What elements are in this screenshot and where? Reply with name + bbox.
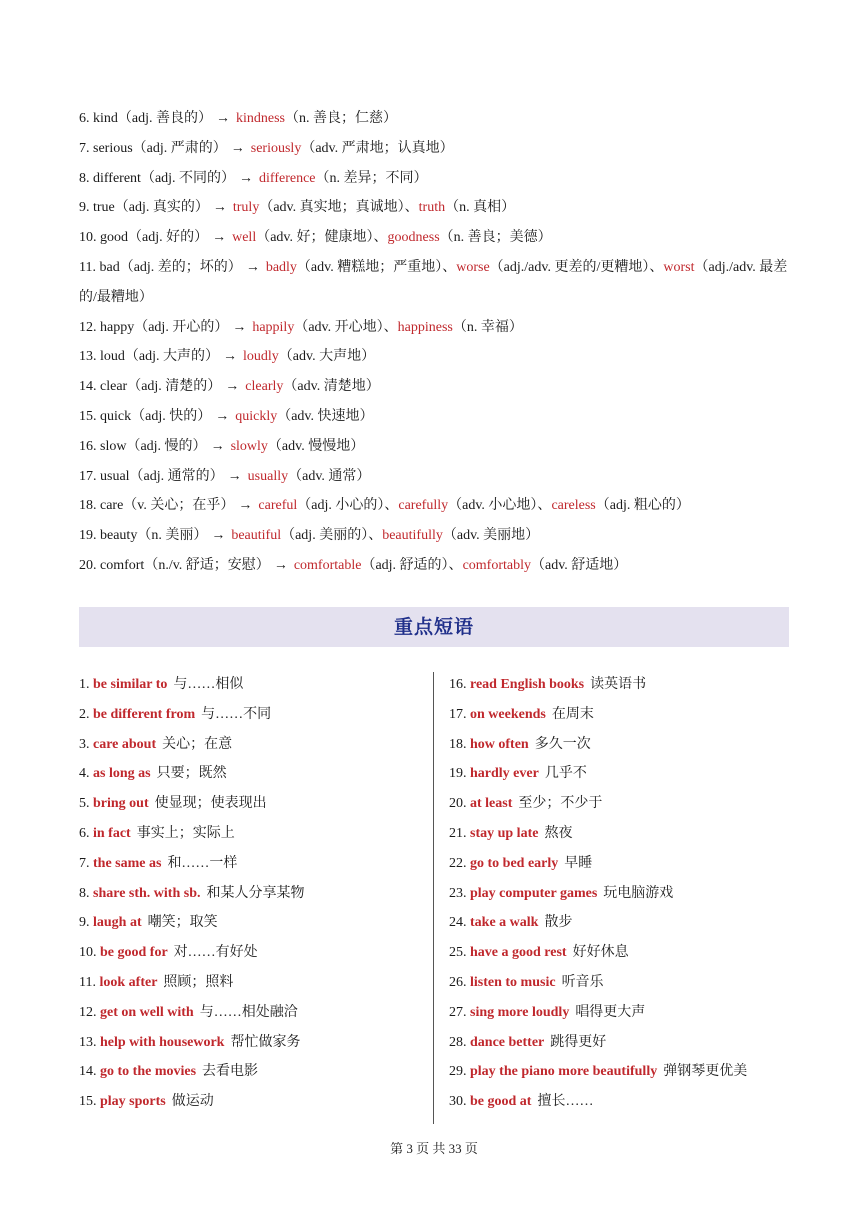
phrase-term: stay up late [470, 825, 539, 841]
phrase-number: 21. [449, 825, 467, 841]
base-word: care（v. 关心；在乎） [100, 498, 235, 514]
phrase-term: play the piano more beautifully [470, 1064, 658, 1080]
derived-meaning: （adv. 严肃地；认真地） [301, 140, 454, 156]
derived-meaning: （adv. 通常） [288, 468, 371, 484]
phrase-number: 9. [79, 915, 90, 931]
phrase-number: 28. [449, 1034, 467, 1050]
item-number: 11. [79, 259, 96, 275]
derived-meaning: （adv. 清楚地） [283, 379, 380, 395]
derived-word: careless [551, 498, 596, 514]
phrase-meaning: 使显现；使表现出 [154, 796, 267, 812]
phrase-row [79, 1028, 424, 1058]
phrase-number: 18. [449, 736, 467, 752]
derived-meaning: （adj./adv. 更差的/更糟地）、 [489, 259, 664, 275]
word-row [79, 402, 799, 432]
item-number: 7. [79, 140, 90, 156]
derived-word: goodness [387, 230, 440, 246]
phrase-meaning: 早睡 [564, 855, 593, 871]
arrow-icon: → [216, 111, 230, 126]
phrase-meaning: 多久一次 [534, 736, 591, 752]
phrase-meaning: 与……相处融洽 [199, 1004, 298, 1020]
word-row [79, 521, 799, 551]
word-row [79, 193, 799, 223]
derived-word: worst [663, 259, 695, 275]
phrase-row [449, 700, 794, 730]
phrase-number: 5. [79, 796, 90, 812]
column-divider [433, 672, 434, 1124]
phrase-number: 7. [79, 855, 90, 871]
arrow-icon: → [238, 498, 253, 514]
phrase-number: 8. [79, 885, 90, 901]
phrase-number: 10. [79, 945, 97, 961]
word-row [79, 313, 799, 343]
word-row [79, 432, 799, 462]
derived-word: clearly [245, 379, 284, 395]
phrase-term: play sports [100, 1094, 166, 1110]
phrase-meaning: 照顾；照料 [163, 974, 234, 990]
base-word: beauty（n. 美丽） [100, 528, 208, 544]
derived-word: comfortable [293, 557, 362, 573]
derived-word: kindness [236, 111, 285, 126]
phrase-term: on weekends [470, 706, 546, 722]
phrase-meaning: 散步 [544, 915, 573, 931]
derived-word: well [232, 230, 257, 246]
word-row [79, 372, 799, 402]
item-number: 12. [79, 319, 97, 335]
phrase-number: 22. [449, 855, 467, 871]
phrase-meaning: 听音乐 [561, 974, 604, 990]
phrase-meaning: 去看电影 [202, 1064, 259, 1080]
phrase-term: go to the movies [100, 1064, 197, 1080]
phrase-meaning: 读英语书 [590, 677, 647, 692]
phrase-term: in fact [93, 825, 131, 841]
derived-word: comfortably [462, 557, 531, 573]
phrase-row [449, 759, 794, 789]
phrase-row [79, 879, 424, 909]
arrow-icon: → [273, 557, 288, 573]
phrase-row [79, 908, 424, 938]
derived-word: truth [418, 200, 446, 216]
word-row [79, 491, 799, 521]
phrase-number: 25. [449, 945, 467, 961]
phrase-meaning: 只要；既然 [156, 766, 227, 782]
derived-meaning: （adv. 美丽地） [442, 528, 540, 544]
base-word: quick（adj. 快的） [100, 408, 212, 424]
derived-word: worse [456, 259, 490, 275]
phrase-term: listen to music [470, 974, 556, 990]
word-derivation-list [79, 104, 799, 581]
phrase-row [449, 819, 794, 849]
item-number: 10. [79, 230, 97, 246]
phrase-row [449, 670, 794, 700]
derived-word: beautifully [382, 528, 443, 544]
derived-meaning: （adv. 慢慢地） [267, 438, 365, 454]
section-banner [79, 607, 789, 647]
phrase-row [449, 1028, 794, 1058]
base-word: usual（adj. 通常的） [100, 468, 224, 484]
derived-word: careful [258, 498, 298, 514]
phrase-number: 23. [449, 885, 467, 901]
phrase-meaning: 在周末 [551, 706, 594, 722]
item-number: 17. [79, 468, 97, 484]
derived-meaning: （adv. 糟糕地；严重地）、 [296, 259, 457, 275]
phrase-term: at least [470, 796, 513, 812]
phrase-term: play computer games [470, 885, 598, 901]
derived-meaning: （adv. 大声地） [278, 349, 376, 365]
base-word: bad（adj. 差的；坏的） [99, 259, 242, 275]
base-word: happy（adj. 开心的） [100, 319, 229, 335]
phrase-row [79, 1087, 424, 1117]
phrase-term: care about [93, 736, 157, 752]
phrase-meaning: 事实上；实际上 [136, 825, 235, 841]
derived-meaning: （n. 真相） [445, 200, 516, 216]
phrase-number: 11. [79, 974, 96, 990]
derived-meaning: （adv. 舒适地） [530, 557, 628, 573]
phrase-row [449, 968, 794, 998]
phrase-row [449, 879, 794, 909]
arrow-icon: → [227, 468, 242, 484]
phrase-term: hardly ever [470, 766, 539, 782]
item-number: 15. [79, 408, 97, 424]
item-number: 19. [79, 528, 97, 544]
phrase-number: 27. [449, 1004, 467, 1020]
derived-meaning: （adj./adv. 最差的/最糟地） [79, 259, 788, 305]
phrase-term: help with housework [100, 1034, 225, 1050]
derived-meaning: （adv. 好；健康地）、 [256, 230, 388, 246]
derived-meaning: （adv. 小心地）、 [448, 498, 552, 514]
phrase-row [79, 670, 424, 700]
phrase-term: be good for [100, 945, 168, 961]
word-row [79, 253, 799, 313]
phrase-term: be different from [93, 706, 196, 722]
phrase-number: 2. [79, 706, 90, 722]
phrase-number: 6. [79, 825, 90, 841]
phrase-row [79, 759, 424, 789]
phrase-row [449, 938, 794, 968]
word-row [79, 104, 799, 134]
derived-word: quickly [235, 408, 278, 424]
phrase-number: 29. [449, 1064, 467, 1080]
derived-word: carefully [398, 498, 449, 514]
phrase-meaning: 做运动 [171, 1094, 214, 1110]
derived-word: loudly [243, 349, 279, 365]
phrase-row [79, 968, 424, 998]
phrase-term: how often [470, 736, 529, 752]
phrase-meaning: 好好休息 [572, 945, 629, 961]
base-word: true（adj. 真实的） [93, 200, 209, 216]
derived-meaning: （n. 善良；美德） [439, 230, 552, 246]
phrases-right-column [449, 670, 794, 1117]
word-row [79, 164, 799, 194]
derived-meaning: （adv. 开心地）、 [294, 319, 398, 335]
phrase-meaning: 嘲笑；取笑 [147, 915, 218, 931]
derived-meaning: （n. 差异；不同） [315, 170, 428, 186]
phrase-term: look after [99, 974, 158, 990]
phrase-row [79, 819, 424, 849]
arrow-icon: → [212, 200, 227, 216]
item-number: 9. [79, 200, 90, 216]
phrase-row [79, 938, 424, 968]
derived-word: happily [252, 319, 295, 335]
base-word: kind（adj. 善良的） [93, 111, 212, 126]
arrow-icon: → [210, 438, 225, 454]
phrase-row [79, 700, 424, 730]
section-title: 重点短语 [393, 616, 474, 638]
phrase-term: as long as [93, 766, 151, 782]
phrase-row [449, 908, 794, 938]
phrase-row [449, 730, 794, 760]
arrow-icon: → [230, 140, 245, 156]
arrow-icon: → [239, 170, 254, 186]
derived-word: seriously [250, 140, 302, 156]
item-number: 8. [79, 170, 90, 186]
phrase-meaning: 至少；不少于 [518, 796, 603, 812]
phrase-term: go to bed early [470, 855, 559, 871]
arrow-icon: → [223, 349, 237, 365]
phrase-meaning: 擅长…… [537, 1094, 594, 1110]
phrase-row [449, 1057, 794, 1087]
phrase-number: 24. [449, 915, 467, 931]
phrase-meaning: 弹钢琴更优美 [663, 1064, 748, 1080]
derived-meaning: （n. 善良；仁慈） [285, 111, 397, 126]
word-row [79, 134, 799, 164]
item-number: 13. [79, 349, 97, 365]
phrase-number: 15. [79, 1094, 97, 1110]
base-word: comfort（n./v. 舒适；安慰） [100, 557, 270, 573]
derived-meaning: （adj. 粗心的） [595, 498, 690, 514]
phrase-term: sing more loudly [470, 1004, 570, 1020]
phrase-meaning: 与……相似 [173, 677, 244, 692]
base-word: clear（adj. 清楚的） [100, 379, 222, 395]
phrase-meaning: 跳得更好 [550, 1034, 607, 1050]
phrase-number: 1. [79, 677, 90, 692]
base-word: slow（adj. 慢的） [100, 438, 207, 454]
phrase-meaning: 唱得更大声 [575, 1004, 646, 1020]
phrase-term: get on well with [100, 1004, 194, 1020]
phrase-row [449, 998, 794, 1028]
phrase-row [449, 849, 794, 879]
arrow-icon: → [215, 408, 230, 424]
phrase-term: share sth. with sb. [93, 885, 201, 901]
phrase-row [79, 849, 424, 879]
phrase-number: 13. [79, 1034, 97, 1050]
phrase-meaning: 几乎不 [544, 766, 587, 782]
derived-meaning: （adj. 小心的）、 [297, 498, 399, 514]
phrase-term: take a walk [470, 915, 539, 931]
item-number: 14. [79, 379, 97, 395]
phrase-number: 17. [449, 706, 467, 722]
derived-word: difference [259, 170, 316, 186]
derived-meaning: （adj. 美丽的）、 [281, 528, 383, 544]
phrase-term: read English books [470, 677, 585, 692]
phrases-left-column [79, 670, 424, 1117]
phrase-meaning: 对……有好处 [173, 945, 258, 961]
phrase-number: 12. [79, 1004, 97, 1020]
base-word: good（adj. 好的） [100, 230, 209, 246]
derived-word: beautiful [231, 528, 282, 544]
arrow-icon: → [232, 319, 247, 335]
phrase-meaning: 玩电脑游戏 [603, 885, 674, 901]
page-footer: 第 3 页 共 33 页 [390, 1141, 478, 1156]
phrase-number: 19. [449, 766, 467, 782]
phrase-term: dance better [470, 1034, 545, 1050]
item-number: 16. [79, 438, 97, 454]
phrase-row [79, 1057, 424, 1087]
phrase-meaning: 和……一样 [167, 855, 238, 871]
phrase-meaning: 帮忙做家务 [230, 1034, 301, 1050]
phrase-number: 4. [79, 766, 90, 782]
phrase-meaning: 与……不同 [201, 706, 272, 722]
word-row [79, 223, 799, 253]
item-number: 20. [79, 557, 97, 573]
arrow-icon: → [245, 259, 260, 275]
phrase-row [79, 789, 424, 819]
phrase-number: 14. [79, 1064, 97, 1080]
phrase-number: 16. [449, 677, 467, 692]
derived-word: usually [247, 468, 289, 484]
phrase-number: 20. [449, 796, 467, 812]
phrase-meaning: 和某人分享某物 [206, 885, 305, 901]
derived-meaning: （adv. 快速地） [277, 408, 374, 424]
base-word: serious（adj. 严肃的） [93, 140, 227, 156]
phrase-row [449, 789, 794, 819]
phrase-number: 26. [449, 974, 467, 990]
phrase-term: be good at [470, 1094, 532, 1110]
item-number: 18. [79, 498, 97, 514]
phrase-term: bring out [93, 796, 149, 812]
derived-word: slowly [230, 438, 268, 454]
derived-word: happiness [397, 319, 453, 335]
base-word: loud（adj. 大声的） [100, 349, 219, 365]
derived-word: truly [232, 200, 260, 216]
phrase-row [79, 730, 424, 760]
phrase-meaning: 熬夜 [544, 825, 573, 841]
arrow-icon: → [225, 379, 240, 395]
phrase-meaning: 关心；在意 [162, 736, 233, 752]
base-word: different（adj. 不同的） [93, 170, 236, 186]
derived-meaning: （n. 幸福） [452, 319, 523, 335]
phrase-term: laugh at [93, 915, 142, 931]
derived-meaning: （adv. 真实地；真诚地）、 [259, 200, 419, 216]
phrase-number: 3. [79, 736, 90, 752]
arrow-icon: → [212, 230, 227, 246]
word-row [79, 462, 799, 492]
item-number: 6. [79, 111, 90, 126]
word-row [79, 551, 799, 581]
phrase-number: 30. [449, 1094, 467, 1110]
phrase-term: the same as [93, 855, 162, 871]
derived-word: badly [265, 259, 297, 275]
derived-meaning: （adj. 舒适的）、 [361, 557, 463, 573]
phrase-term: be similar to [93, 677, 168, 692]
phrase-row [449, 1087, 794, 1117]
arrow-icon: → [211, 528, 226, 544]
phrase-row [79, 998, 424, 1028]
phrase-term: have a good rest [470, 945, 567, 961]
word-row [79, 342, 799, 372]
